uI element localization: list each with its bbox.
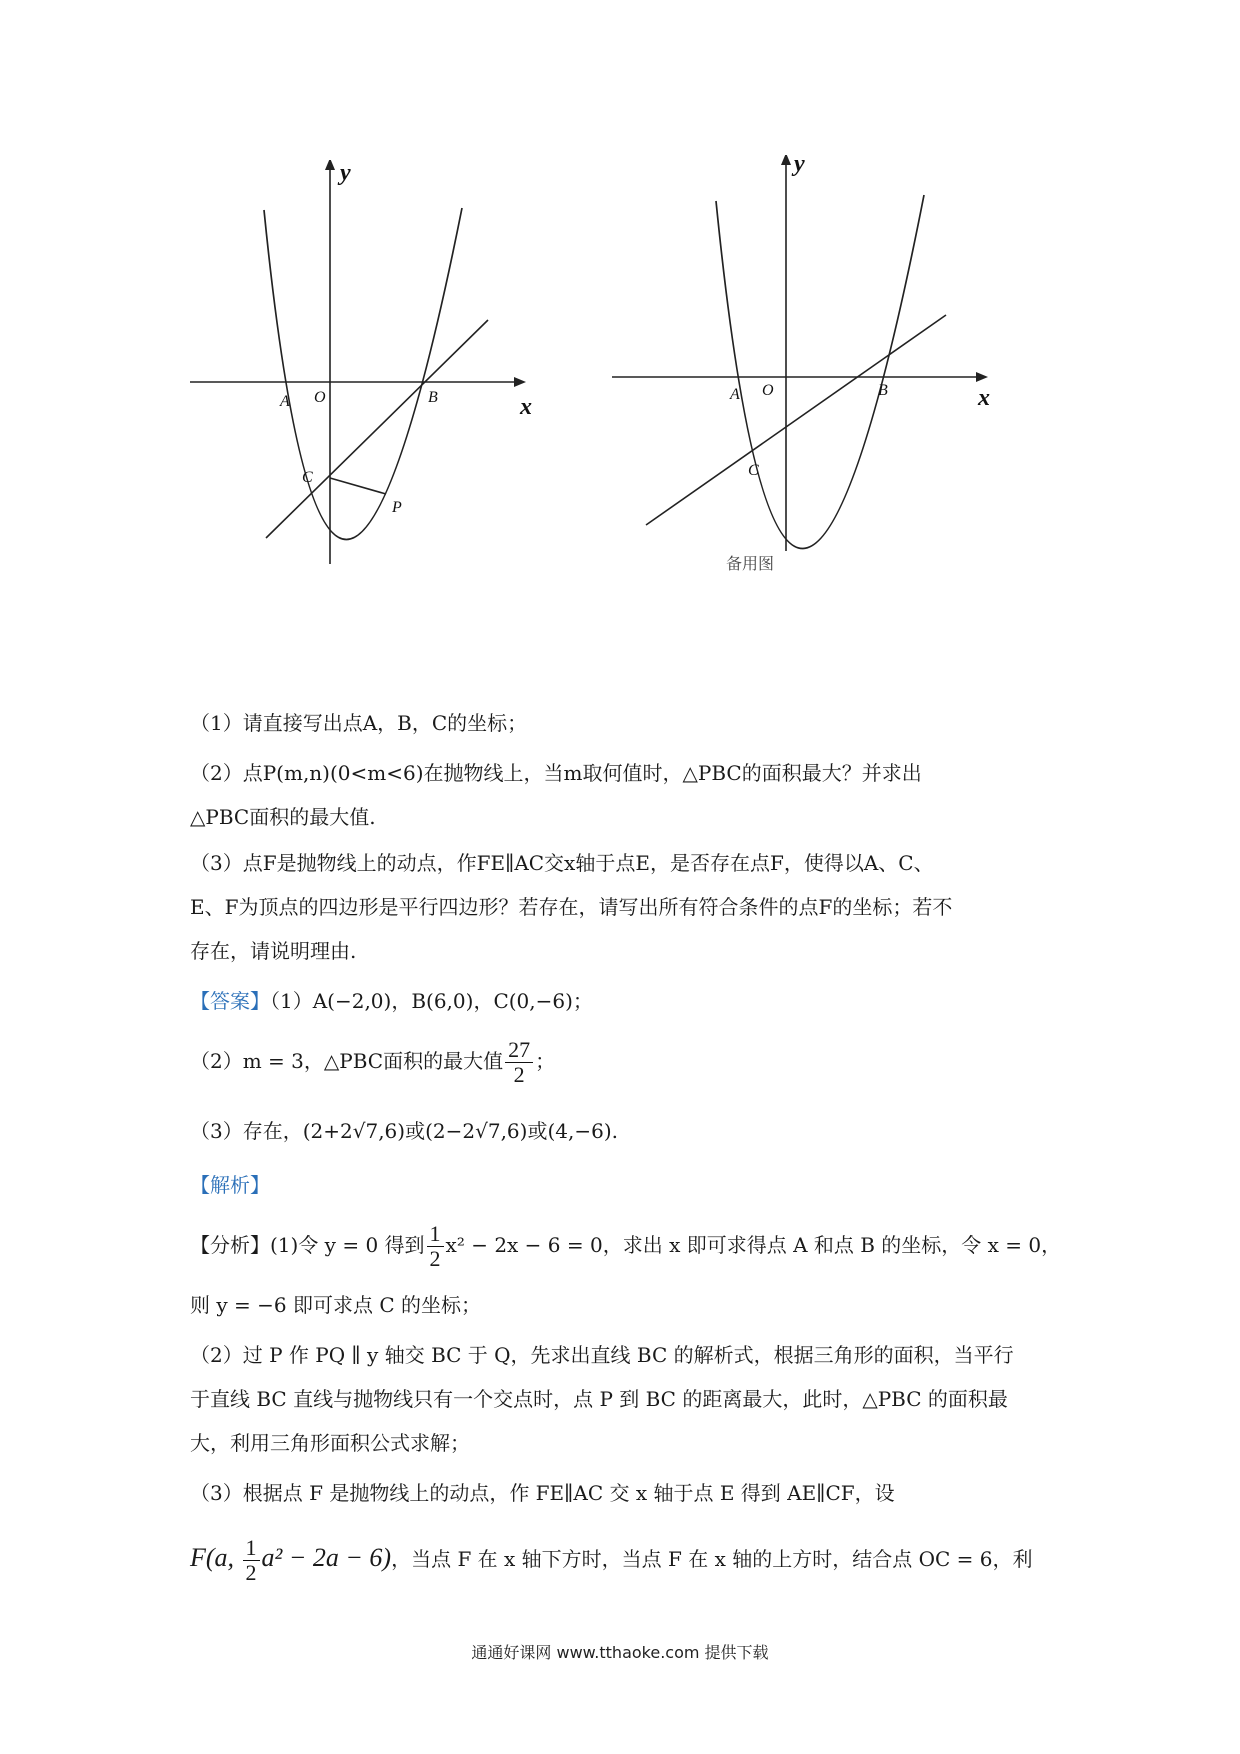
answer-1-row	[190, 986, 1070, 1016]
analysis-7-mid: a² − 2a − 6)	[261, 1543, 392, 1572]
analysis-7-suffix: ，当点 F 在 x 轴下方时，当点 F 在 x 轴的上方时，结合点 OC = 6，利	[391, 1547, 1033, 1571]
point-b-label: B	[428, 389, 438, 406]
analysis-1-prefix: 【分析】(1)令 y = 0 得到	[190, 1233, 425, 1257]
answer-2-prefix: （2）m = 3，△PBC面积的最大值	[190, 1049, 504, 1073]
analysis-para-1	[190, 1222, 1070, 1271]
analysis-7-numerator: 1	[243, 1536, 260, 1561]
analysis-7-prefix: F(a,	[190, 1543, 241, 1572]
figure-parabola-spare	[612, 155, 1032, 655]
answer-1: （1）A(−2,0)，B(6,0)，C(0,−6)；	[270, 989, 593, 1013]
analysis-para-2: 则 y = −6 即可求点 C 的坐标；	[190, 1293, 481, 1317]
y-axis-label: y	[794, 155, 805, 177]
point-a-label: A	[280, 393, 290, 410]
question-3-line-1: （3）点F是抛物线上的动点，作FE∥AC交x轴于点E，是否存在点F，使得以A、C、	[190, 851, 934, 875]
segment-cp	[330, 478, 386, 494]
spare-figure-caption: 备用图	[726, 554, 775, 573]
x-axis-label: x	[520, 394, 532, 420]
analysis-para-5: 大，利用三角形面积公式求解；	[190, 1431, 470, 1455]
analysis-1-suffix: x² − 2x − 6 = 0，求出 x 即可求得点 A 和点 B 的坐标，令 x = 0，	[445, 1233, 1062, 1257]
analysis-para-3: （2）过 P 作 PQ ∥ y 轴交 BC 于 Q，先求出直线 BC 的解析式，根据三角形的面积，当平行	[190, 1343, 1014, 1367]
x-axis-arrow	[514, 377, 526, 387]
analysis-para-4: 于直线 BC 直线与抛物线只有一个交点时，点 P 到 BC 的距离最大，此时，△PBC 的面积最	[190, 1387, 1008, 1411]
question-3-line-3: 存在，请说明理由.	[190, 939, 357, 963]
point-o-label: O	[762, 382, 774, 399]
line-bc	[646, 315, 946, 525]
question-1: （1）请直接写出点A，B，C的坐标；	[190, 711, 528, 735]
line-bc	[266, 320, 488, 538]
answer-2-suffix: ；	[535, 1049, 556, 1073]
answer-2-row	[190, 1038, 1070, 1087]
answer-tag: 【答案】	[190, 989, 270, 1013]
analysis-1-fraction	[427, 1222, 444, 1271]
analysis-tag: 【解析】	[190, 1173, 270, 1197]
point-c-label: C	[748, 462, 759, 479]
point-b-label: B	[878, 382, 888, 399]
analysis-7-fraction	[243, 1536, 260, 1585]
point-p-label: P	[392, 499, 402, 516]
point-c-label: C	[302, 469, 313, 486]
parabola-curve	[716, 195, 924, 549]
answer-2-numerator: 27	[505, 1038, 533, 1063]
x-axis-label: x	[978, 385, 990, 411]
x-axis-arrow	[976, 372, 988, 382]
point-a-label: A	[730, 386, 740, 403]
analysis-para-6: （3）根据点 F 是抛物线上的动点，作 FE∥AC 交 x 轴于点 E 得到 AE∥CF，设	[190, 1481, 895, 1505]
footer-source: 通通好课网 www.tthaoke.com 提供下载	[471, 1643, 769, 1662]
point-o-label: O	[314, 389, 326, 406]
question-3-line-2: E、F为顶点的四边形是平行四边形？若存在，请写出所有符合条件的点F的坐标；若不	[190, 895, 953, 919]
answer-3: （3）存在，(2+2√7,6)或(2−2√7,6)或(4,−6).	[190, 1119, 618, 1143]
y-axis-label: y	[340, 160, 351, 186]
analysis-7-denominator: 2	[245, 1560, 257, 1585]
answer-2-denominator: 2	[513, 1062, 525, 1087]
answer-2-fraction	[505, 1038, 533, 1087]
figure-parabola-main	[190, 160, 550, 580]
analysis-1-numerator: 1	[427, 1222, 444, 1247]
y-axis-arrow	[325, 160, 335, 170]
y-axis-arrow	[781, 155, 791, 165]
question-2-line-2: △PBC面积的最大值.	[190, 805, 376, 829]
analysis-1-denominator: 2	[429, 1246, 441, 1271]
question-2-line-1: （2）点P(m,n)(0<m<6)在抛物线上，当m取何值时，△PBC的面积最大？并求出	[190, 761, 922, 785]
analysis-para-7	[190, 1536, 1070, 1585]
